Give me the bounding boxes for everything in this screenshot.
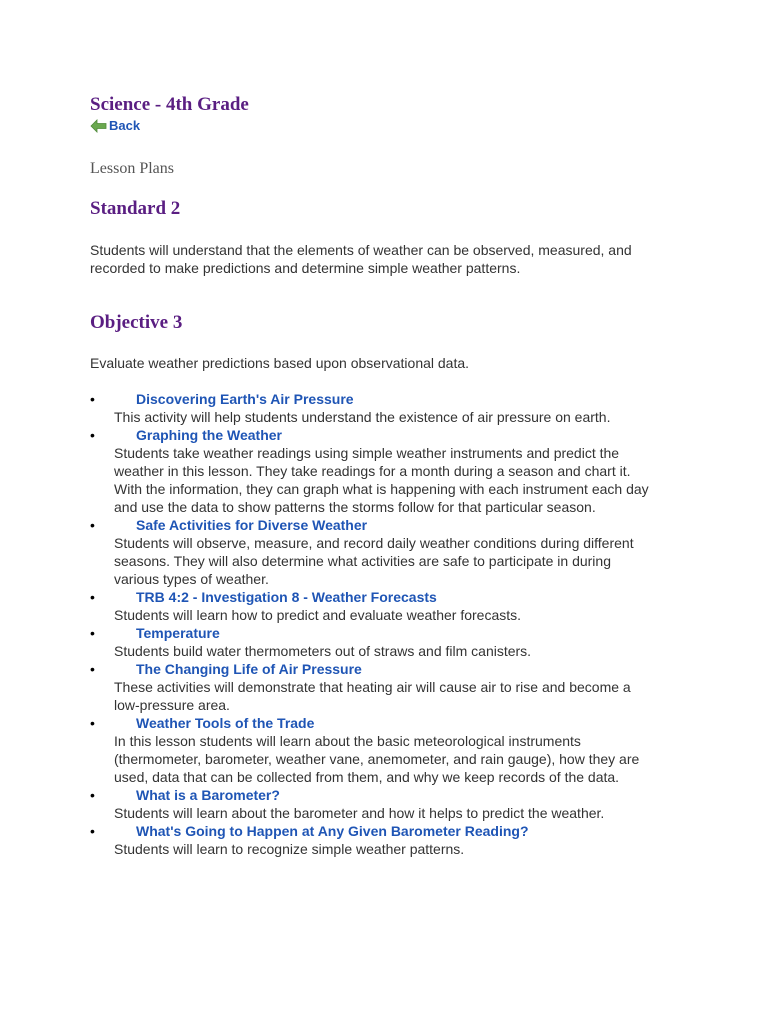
section-label: Lesson Plans: [90, 160, 174, 177]
activity-link[interactable]: Discovering Earth's Air Pressure: [136, 391, 354, 407]
activity-link[interactable]: Temperature: [136, 625, 220, 641]
bullet: •: [90, 625, 95, 641]
list-item: [90, 390, 660, 426]
bullet: •: [90, 715, 95, 731]
back-link[interactable]: [90, 118, 140, 133]
activity-list: [90, 390, 660, 858]
standard-heading: Standard 2: [90, 198, 181, 219]
list-item: [90, 822, 660, 858]
list-item: [90, 588, 660, 624]
activity-link[interactable]: What's Going to Happen at Any Given Barometer Reading?: [136, 823, 529, 839]
activity-description: Students will learn to recognize simple weather patterns.: [114, 841, 465, 857]
bullet: •: [90, 517, 95, 533]
activity-link[interactable]: What is a Barometer?: [136, 787, 280, 803]
bullet: •: [90, 823, 95, 839]
activity-link[interactable]: Weather Tools of the Trade: [136, 715, 315, 731]
activity-link[interactable]: Safe Activities for Diverse Weather: [136, 517, 368, 533]
activity-description: In this lesson students will learn about the basic meteorological instruments (thermometer, barometer, weather vane, anemometer, and rain gauge), how they are used, data that can be collected from them, and why we keep records of the data.: [114, 733, 640, 785]
activity-description: Students take weather readings using simple weather instruments and predict the weather in this lesson. They take readings for a month during a season and chart it. With the information, they can graph what is happening with each instrument each day and use the data to show patterns the storms follow for that particular season.: [114, 445, 649, 515]
objective-heading: Objective 3: [90, 312, 183, 333]
activity-description: These activities will demonstrate that heating air will cause air to rise and become a low-pressure area.: [114, 679, 631, 713]
back-arrow-icon: [90, 119, 107, 133]
objective-text: Evaluate weather predictions based upon observational data.: [90, 355, 470, 371]
back-label: Back: [109, 118, 141, 133]
list-item: [90, 660, 660, 714]
activity-description: Students will observe, measure, and record daily weather conditions during different seasons. They will also determine what activities are safe to participate in during various types of weather.: [114, 535, 634, 587]
bullet: •: [90, 391, 95, 407]
list-item: [90, 516, 660, 588]
list-item: [90, 786, 660, 822]
activity-description: Students will learn about the barometer and how it helps to predict the weather.: [114, 805, 605, 821]
list-item: [90, 426, 660, 516]
activity-link[interactable]: TRB 4:2 - Investigation 8 - Weather Forecasts: [136, 589, 437, 605]
standard-text: Students will understand that the elements of weather can be observed, measured, and recorded to make predictions and determine simple weather patterns.: [90, 242, 632, 276]
bullet: •: [90, 787, 95, 803]
activity-description: Students build water thermometers out of straws and film canisters.: [114, 643, 532, 659]
bullet: •: [90, 661, 95, 677]
bullet: •: [90, 427, 95, 443]
bullet: •: [90, 589, 95, 605]
activity-link[interactable]: The Changing Life of Air Pressure: [136, 661, 362, 677]
activity-description: This activity will help students understand the existence of air pressure on earth.: [114, 409, 611, 425]
activity-link[interactable]: Graphing the Weather: [136, 427, 282, 443]
list-item: [90, 624, 660, 660]
page-title: Science - 4th Grade: [90, 94, 249, 115]
activity-description: Students will learn how to predict and evaluate weather forecasts.: [114, 607, 522, 623]
list-item: [90, 714, 660, 786]
